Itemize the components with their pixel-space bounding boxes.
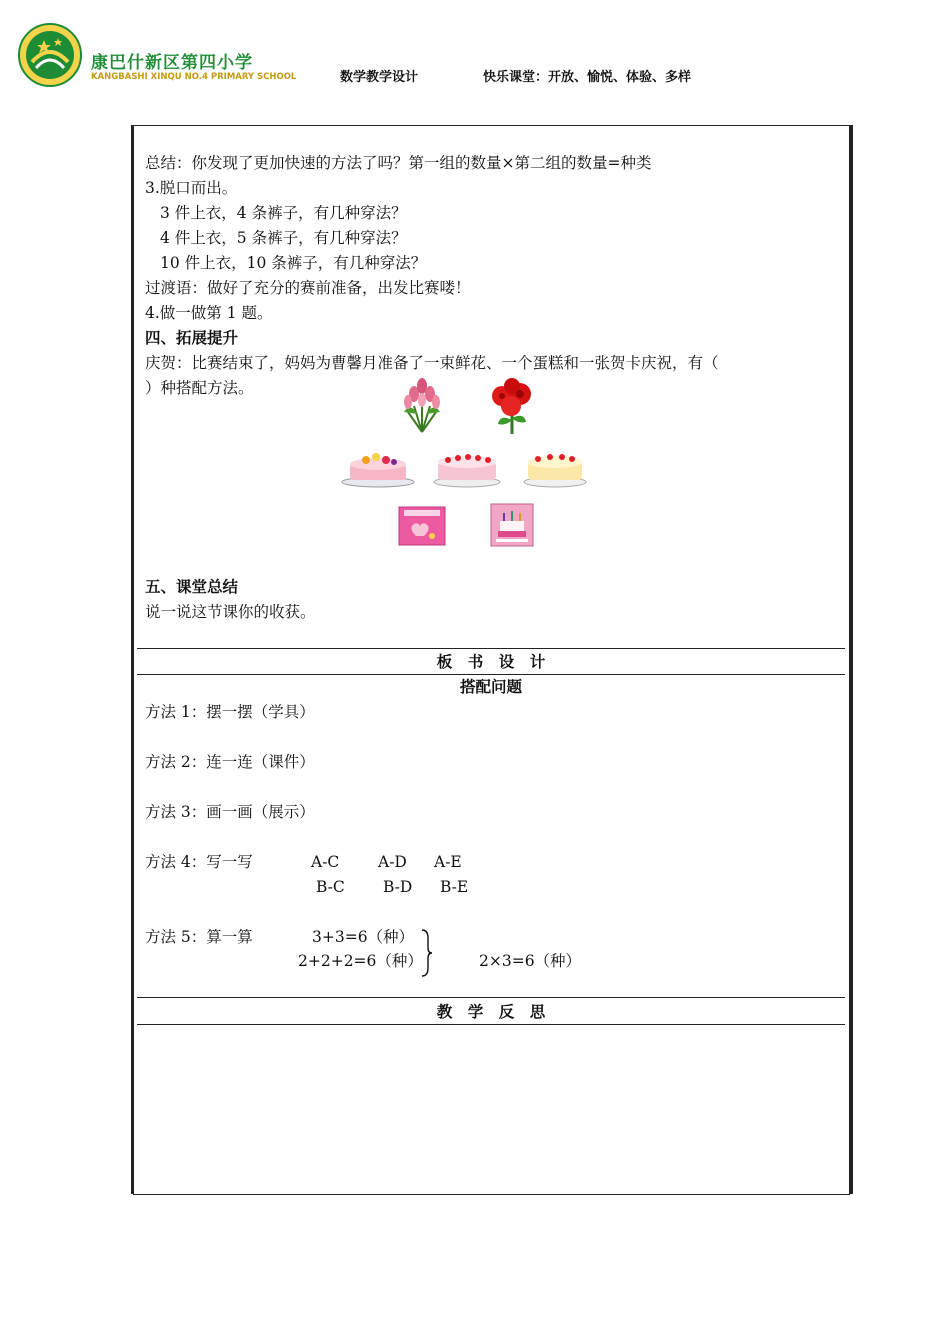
cake-strawberry-icon (432, 448, 502, 488)
divider (137, 648, 845, 649)
right-brace-icon (420, 928, 434, 978)
pair-ad: A-D (378, 853, 407, 871)
question-2: 4 件上衣，5 条裤子，有几种穿法？ (160, 229, 407, 247)
question-1: 3 件上衣，4 条裤子，有几种穿法？ (160, 204, 407, 222)
celebrate-line1: 庆贺：比赛结束了，妈妈为曹馨月准备了一束鲜花、一个蛋糕和一张贺卡庆祝，有（ (145, 354, 719, 372)
method-1: 方法 1：摆一摆（学具） (145, 703, 315, 721)
board-title: 搭配问题 (459, 678, 522, 696)
equation-1: 3+3=6（种） (312, 928, 415, 946)
summary2-text: 说一说这节课你的收获。 (145, 603, 316, 621)
greeting-card-cake-icon (490, 503, 534, 547)
method-2: 方法 2：连一连（课件） (145, 753, 315, 771)
transition-text: 过渡语：做好了充分的赛前准备，出发比赛喽！ (145, 279, 471, 297)
pair-ae: A-E (434, 853, 462, 871)
pair-bd: B-D (383, 878, 413, 896)
doc-type: 数学教学设计 (340, 70, 419, 85)
divider (137, 997, 845, 998)
cake-fruit-icon (340, 446, 416, 488)
table-border-right (845, 125, 853, 1194)
greeting-card-hearts-icon (398, 506, 446, 546)
method-5-result: 2×3=6（种） (479, 952, 582, 970)
method-5-label: 方法 5：算一算 (145, 928, 253, 946)
divider (137, 1024, 845, 1025)
table-border-left (131, 125, 136, 1194)
cake-cream-icon (522, 446, 588, 488)
method-3: 方法 3：画一画（展示） (145, 803, 315, 821)
board-heading: 板 书 设 计 (436, 653, 546, 671)
equation-2: 2+2+2=6（种） (298, 952, 423, 970)
divider (137, 674, 845, 675)
school-name-cn: 康巴什新区第四小学 (91, 53, 253, 73)
flower-bouquet-icon (396, 372, 448, 436)
pair-ac: A-C (311, 853, 340, 871)
red-roses-icon (484, 374, 540, 436)
school-motto: 快乐课堂：开放、愉悦、体验、多样 (483, 70, 692, 85)
method-4-label: 方法 4：写一写 (145, 853, 253, 871)
section4-title: 四、拓展提升 (145, 329, 239, 347)
school-logo-icon (18, 22, 82, 88)
question-3: 10 件上衣，10 条裤子，有几种穿法？ (160, 254, 427, 272)
item3-title: 3.脱口而出。 (145, 179, 238, 197)
pair-be: B-E (440, 878, 469, 896)
page-header (0, 0, 950, 110)
pair-bc: B-C (316, 878, 345, 896)
reflection-heading: 教 学 反 思 (436, 1003, 546, 1021)
school-name-en: KANGBASHI XINQU NO.4 PRIMARY SCHOOL (91, 72, 297, 82)
section5-title: 五、课堂总结 (145, 578, 239, 596)
summary-text: 总结：你发现了更加快速的方法了吗？第一组的数量×第二组的数量=种类 (145, 154, 652, 172)
celebrate-line2: ）种搭配方法。 (145, 379, 254, 397)
item4-text: 4.做一做第 1 题。 (145, 304, 273, 322)
